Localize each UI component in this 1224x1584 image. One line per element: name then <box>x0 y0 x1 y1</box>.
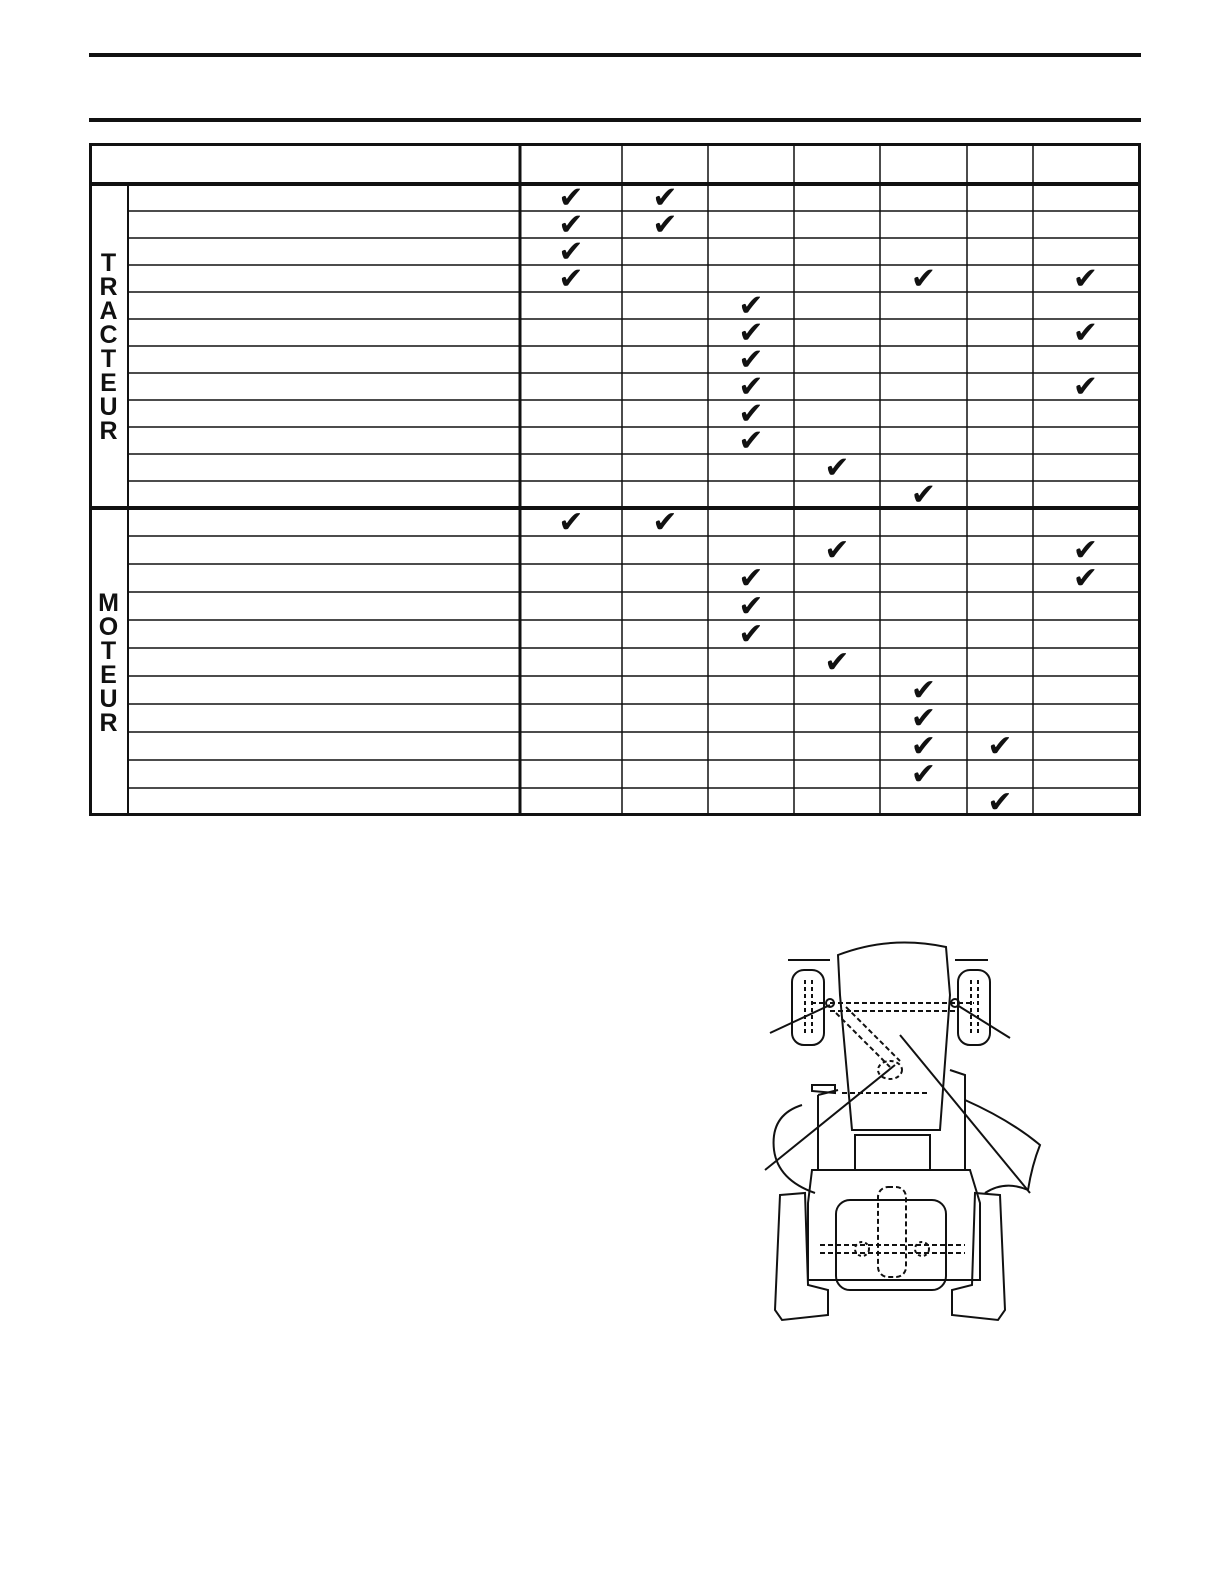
check-mark: ✔ <box>824 533 850 568</box>
check-mark: ✔ <box>738 315 764 351</box>
check-mark: ✔ <box>652 505 678 540</box>
check-mark: ✔ <box>1072 261 1099 297</box>
check-mark: ✔ <box>738 617 764 652</box>
tracteur-label-letter: A <box>99 297 118 325</box>
tractor-top-view-drawing <box>760 935 1050 1330</box>
check-mark: ✔ <box>558 234 584 270</box>
check-mark: ✔ <box>558 261 584 297</box>
tracteur-label-letter: E <box>100 369 117 397</box>
check-mark: ✔ <box>910 673 937 708</box>
check-mark: ✔ <box>910 701 937 736</box>
check-mark: ✔ <box>910 757 937 792</box>
check-mark: ✔ <box>738 342 764 378</box>
rear-body <box>808 1170 980 1280</box>
moteur-label-letter: U <box>99 685 118 713</box>
check-mark: ✔ <box>824 645 850 680</box>
maintenance-schedule-table <box>89 143 1141 816</box>
check-mark: ✔ <box>652 180 678 216</box>
tracteur-label-letter: R <box>99 417 118 445</box>
check-mark: ✔ <box>738 396 764 432</box>
front-left-wheel <box>792 970 824 1045</box>
rear-right-wheel <box>952 1193 1005 1320</box>
moteur-label-letter: E <box>100 661 117 689</box>
moteur-label-letter: M <box>98 589 119 617</box>
tracteur-label-letter: C <box>99 321 118 349</box>
check-mark: ✔ <box>1072 561 1099 596</box>
check-mark: ✔ <box>738 423 764 459</box>
hood-outline <box>838 943 950 1131</box>
check-mark: ✔ <box>1072 369 1099 405</box>
check-mark: ✔ <box>652 207 678 243</box>
tracteur-label-letter: U <box>99 393 118 421</box>
moteur-label-letter: T <box>100 637 117 665</box>
moteur-label-letter: R <box>99 709 118 737</box>
check-mark: ✔ <box>738 589 764 624</box>
tractor-lubrication-diagram <box>760 935 1050 1330</box>
tracteur-label-letter: T <box>100 345 117 373</box>
check-mark: ✔ <box>738 288 764 324</box>
check-mark: ✔ <box>738 369 764 405</box>
header-top-rule <box>89 53 1141 57</box>
rear-left-wheel <box>775 1193 828 1320</box>
check-mark: ✔ <box>910 261 937 297</box>
check-mark: ✔ <box>910 729 937 764</box>
tracteur-label-letter: T <box>100 249 117 277</box>
check-mark: ✔ <box>558 505 584 540</box>
table-frame <box>91 145 1140 815</box>
tracteur-label-letter: R <box>99 273 118 301</box>
check-mark: ✔ <box>987 729 1013 764</box>
check-mark: ✔ <box>910 477 937 513</box>
check-mark: ✔ <box>558 207 584 243</box>
check-mark: ✔ <box>824 450 850 486</box>
check-mark: ✔ <box>987 785 1013 816</box>
check-mark: ✔ <box>738 561 764 596</box>
check-mark: ✔ <box>558 180 584 216</box>
moteur-label-letter: O <box>98 613 119 641</box>
check-mark: ✔ <box>1072 533 1099 568</box>
check-mark: ✔ <box>1072 315 1099 351</box>
header-bottom-rule <box>89 118 1141 122</box>
